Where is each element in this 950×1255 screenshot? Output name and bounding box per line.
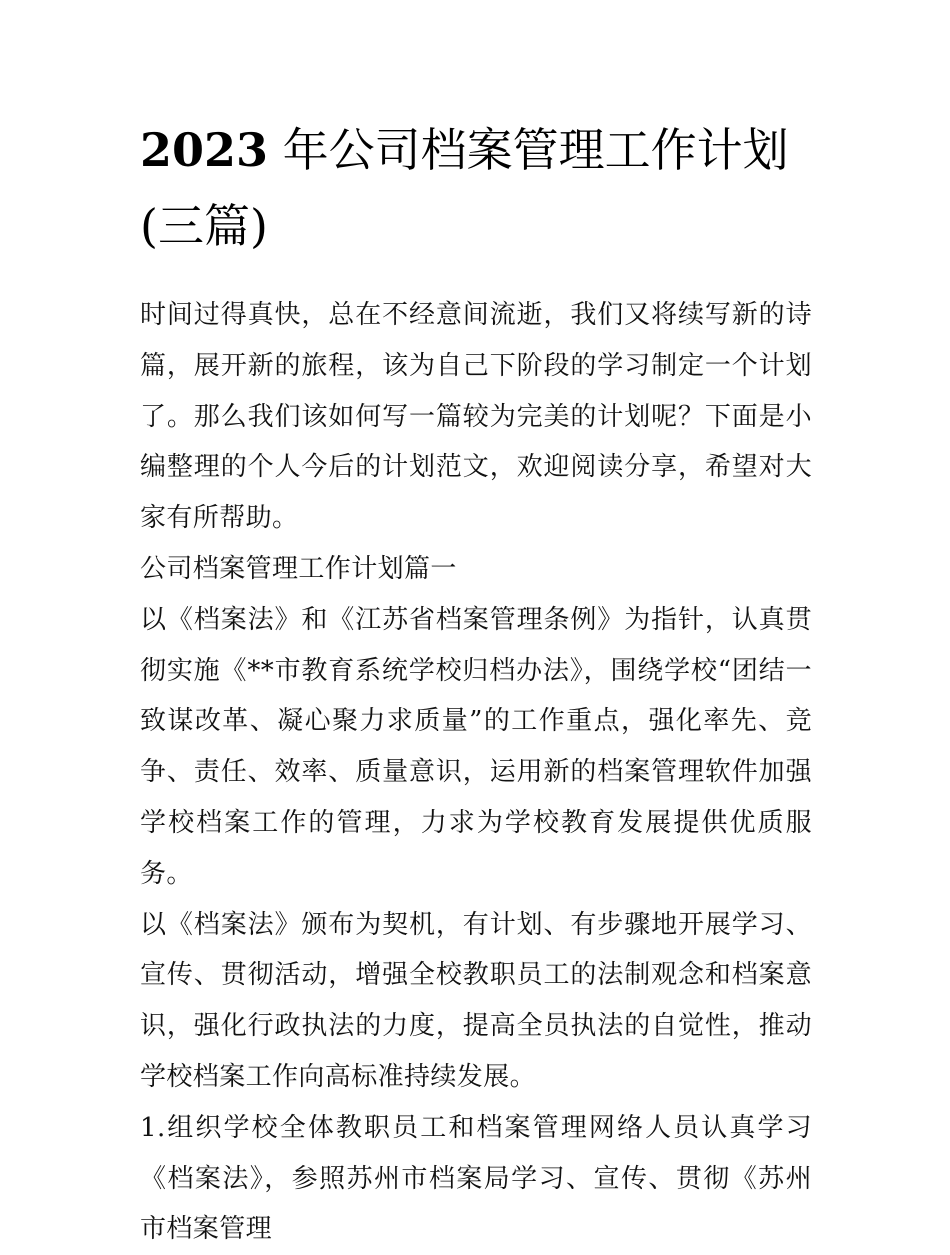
title-text: 年公司档案管理工作计划(三篇) xyxy=(140,123,789,253)
document-body xyxy=(140,290,812,1255)
title-year: 2023 xyxy=(140,123,269,177)
document-title xyxy=(140,112,812,264)
body-paragraph: 以《档案法》和《江苏省档案管理条例》为指针，认真贯彻实施《**市教育系统学校归档办法》，围绕学校“团结一致谋改革、凝心聚力求质量”的工作重点，强化率先、竞争、责任、效率、质量意识，运用新的档案管理软件加强学校档案工作的管理，力求为学校教育发展提供优质服务。 xyxy=(140,604,812,889)
intro-paragraph: 时间过得真快，总在不经意间流逝，我们又将续写新的诗篇，展开新的旅程，该为自己下阶段的学习制定一个计划了。那么我们该如何写一篇较为完美的计划呢？下面是小编整理的个人今后的计划范文，欢迎阅读分享，希望对大家有所帮助。 xyxy=(140,300,812,534)
document-content xyxy=(140,112,812,1255)
body-paragraph: 1.组织学校全体教职员工和档案管理网络人员认真学习《档案法》，参照苏州市档案局学习、宣传、贯彻《苏州市档案管理 xyxy=(140,1112,812,1245)
section-heading: 公司档案管理工作计划篇一 xyxy=(140,553,457,584)
body-paragraph: 以《档案法》颁布为契机，有计划、有步骤地开展学习、宣传、贯彻活动，增强全校教职员工的法制观念和档案意识，强化行政执法的力度，提高全员执法的自觉性，推动学校档案工作向高标准持续发展。 xyxy=(140,909,812,1092)
